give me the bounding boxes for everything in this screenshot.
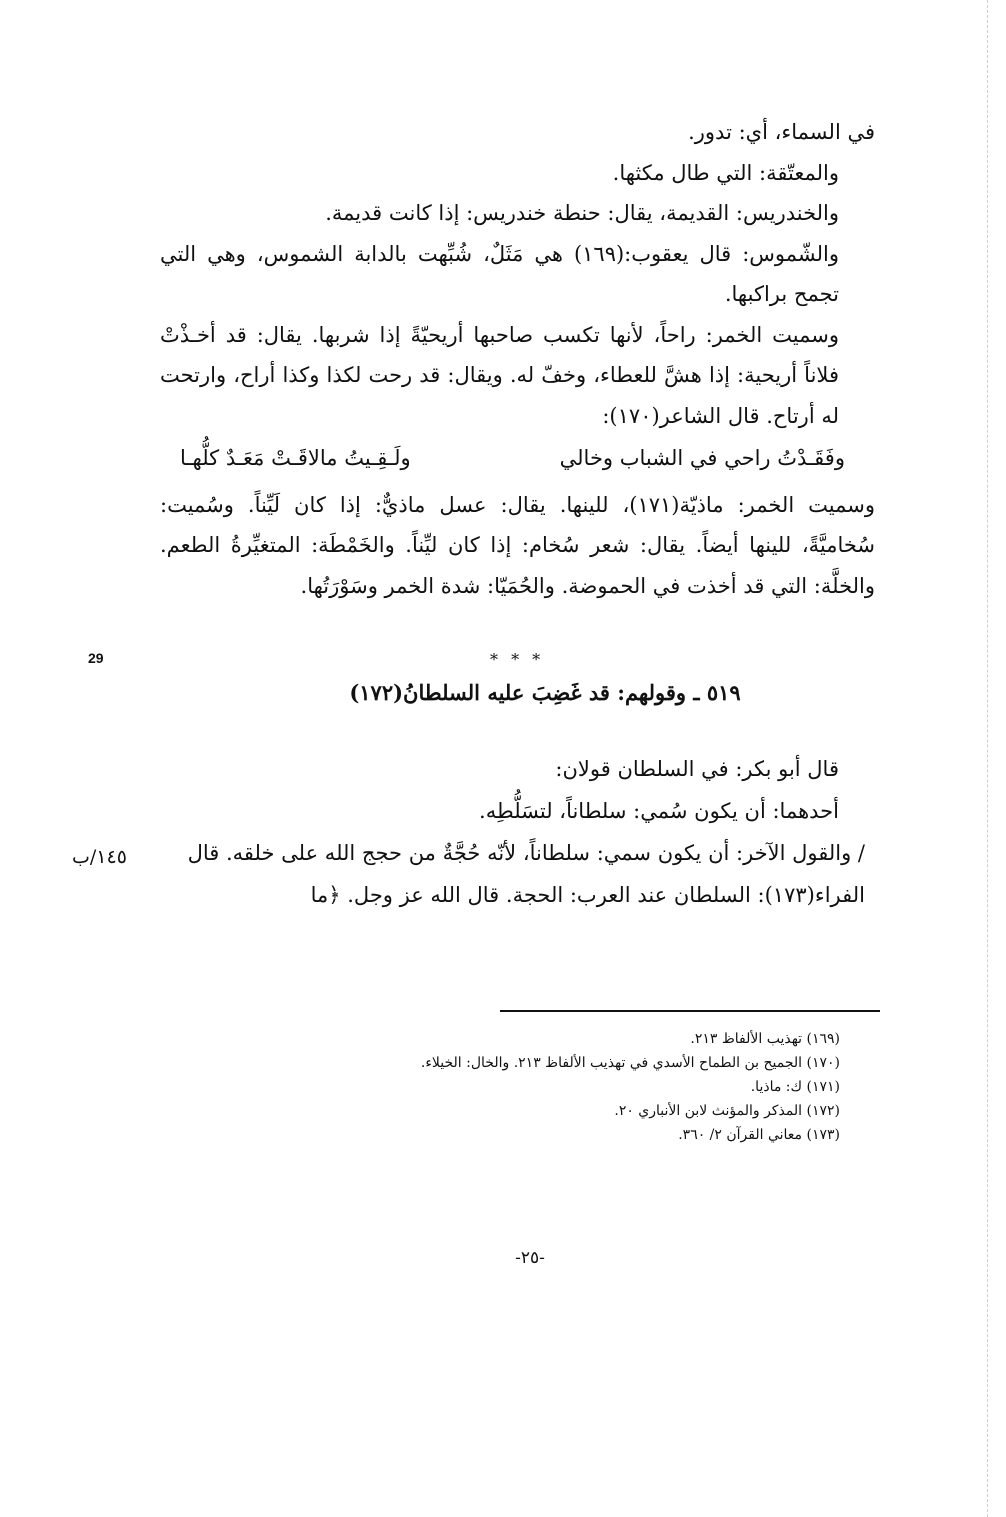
footnote-item: (١٧٣) معاني القرآن ٢/ ٣٦٠. [678,1127,840,1143]
verse-hemistich-second: ولَـقِـيتُ مالاقَـتْ مَعَـدٌ كلُّهـا [180,446,411,470]
footnotes [300,1027,840,1147]
text-line: في السماء، أي: تدور. [688,120,875,144]
manuscript-folio-marker: ١٤٥/ب [72,846,127,868]
paragraph-sultan: / والقول الآخر: أن يكون سمي: سلطاناً، لأنّه حُجَّةٌ من حجج الله على خلقه. قال الفراء(١٧٣): السلطان عند العرب: الحجة. قال الله عز وجل. ﴿ما [187,841,865,907]
poetry-verse [160,438,875,479]
text-line: والخندريس: القديمة، يقال: حنطة خندريس: إذا كانت قديمة. [325,201,839,225]
main-text-block [160,112,875,606]
footnote-item: (١٦٩) تهذيب الألفاظ ٢١٣. [690,1031,840,1047]
footnote-divider [500,1010,880,1012]
verse-hemistich-first: وفَقَـدْتُ راحي في الشباب وخالي [559,446,845,470]
footnote-item: (١٧٠) الجميح بن الطماح الأسدي في تهذيب الألفاظ ٢١٣. والخال: الخيلاء. [420,1055,840,1071]
section-separator: * * * [490,650,545,669]
scan-edge-line [987,0,988,1517]
footnote-item: (١٧١) ك: ماذيا. [750,1079,840,1095]
page-number: -٢٥- [515,1248,545,1268]
paragraph-rah: وسميت الخمر: راحاً، لأنها تكسب صاحبها أريحيّةً إذا شربها. يقال: قد أخـذْتْ فلاناً أريحية: إذا هشَّ للعطاء، وخفّ له. ويقال: قد رحت لكذا وكذا أراح، وارتحت له أرتاح. قال الشاعر(١٧٠): [160,322,839,428]
section-heading: ٥١٩ ـ وقولهم: قد غَضِبَ عليه السلطانُ(١٧٢) [349,680,741,705]
section-text-block [160,748,875,916]
footnote-item: (١٧٢) المذكر والمؤنث لابن الأنباري ٢٠. [614,1103,840,1119]
margin-number: 29 [88,650,104,666]
paragraph-shamous: والشّموس: قال يعقوب:(١٦٩) هي مَثَلٌ، شُبِّهت بالدابة الشموس، وهي التي تجمح براكبها. [160,241,839,306]
paragraph-madhiya: وسميت الخمر: ماذيّة(١٧١)، للينها. يقال: عسل ماذيٌّ: إذا كان لَيِّناً. وسُميت: سُخاميَّةً، للينها أيضاً. يقال: شعر سُخام: إذا كان ليِّناً. والخَمْطَة: المتغيِّرةُ الطعم. والخلَّة: التي قد أخذت في الحموضة. والحُمَيّا: شدة الخمر وسَوْرَتُها. [160,492,875,598]
text-line: والمعتّقة: التي طال مكثها. [612,160,839,185]
text-line: قال أبو بكر: في السلطان قولان: [555,757,839,781]
text-line: أحدهما: أن يكون سُمي: سلطاناً، لتسَلُّطِه. [479,799,839,823]
